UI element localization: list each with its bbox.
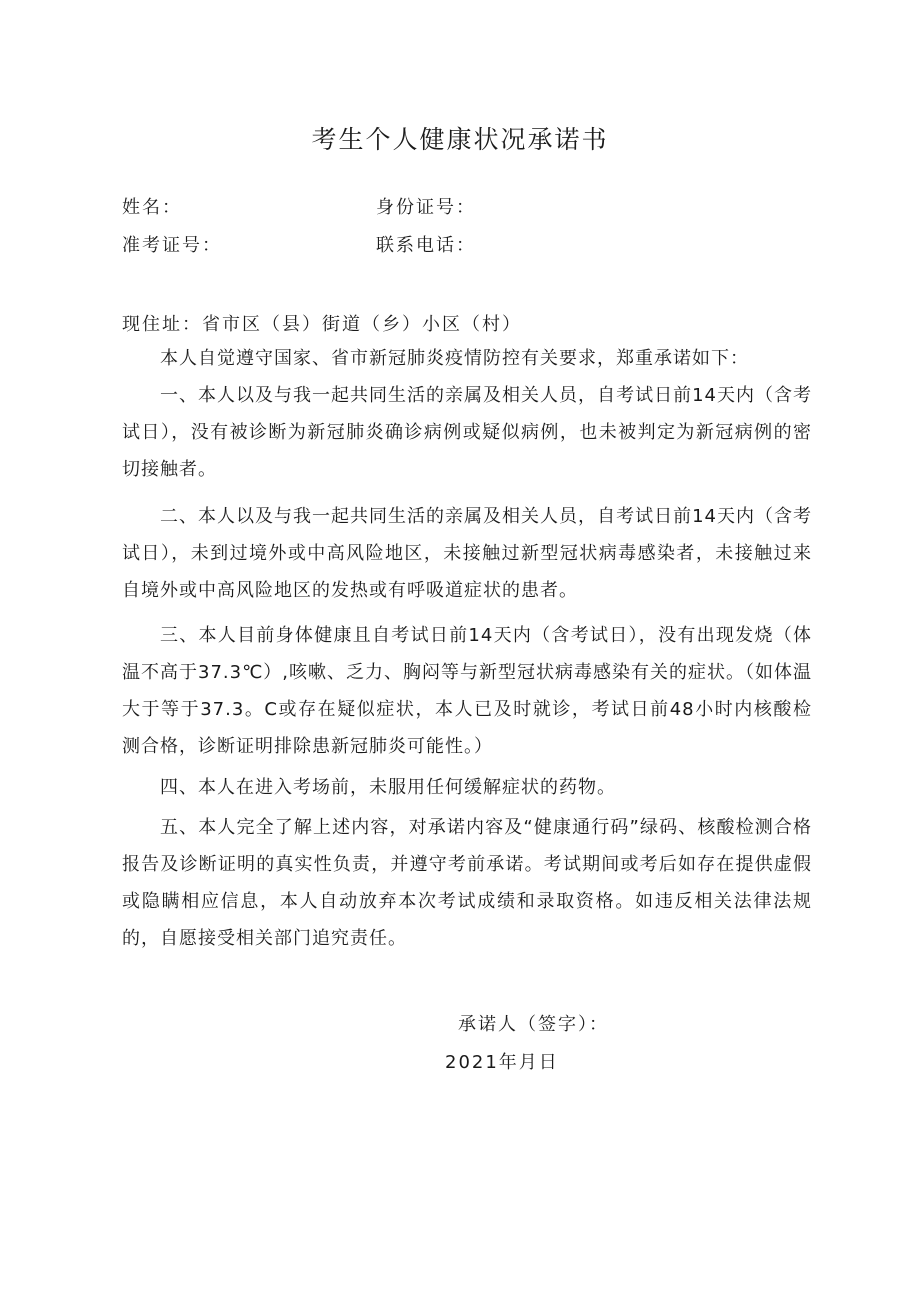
document-title: 考生个人健康状况承诺书 [311, 125, 609, 154]
intro-paragraph: 本人自觉遵守国家、省市新冠肺炎疫情防控有关要求，郑重承诺如下： [160, 348, 749, 369]
promise-item-2: 二、本人以及与我一起共同生活的亲属及相关人员，自考试日前14天内（含考试日），未到过境外或中高风险地区，未接触过新型冠状病毒感染者，未接触过来自境外或中高风险地区的发热或有呼吸道症状的患者。 [122, 506, 812, 601]
id-number-field-label: 身份证号： [376, 197, 476, 218]
phone-field-label: 联系电话： [376, 235, 476, 256]
address-line: 现住址：省市区（县）街道（乡）小区（村） [122, 314, 522, 335]
promise-item-1: 一、本人以及与我一起共同生活的亲属及相关人员，自考试日前14天内（含考试日），没有被诊断为新冠肺炎确诊病例或疑似病例，也未被判定为新冠病例的密切接触者。 [122, 385, 812, 480]
signature-label: 承诺人（签字）： [458, 1014, 609, 1035]
promise-item-5: 五、本人完全了解上述内容，对承诺内容及“健康通行码”绿码、核酸检测合格报告及诊断证明的真实性负责，并遵守考前承诺。考试期间或考后如存在提供虚假或隐瞒相应信息，本人自动放弃本次考试成绩和录取资格。如违反相关法律法规的，自愿接受相关部门追究责任。 [122, 817, 812, 949]
exam-number-field-label: 准考证号： [122, 235, 222, 256]
name-field-label: 姓名： [122, 197, 182, 218]
signature-date: 2021年月日 [445, 1052, 559, 1073]
promise-item-4: 四、本人在进入考场前，未服用任何缓解症状的药物。 [160, 777, 616, 798]
promise-item-3: 三、本人目前身体健康且自考试日前14天内（含考试日），没有出现发烧（体温不高于37.3℃）,咳嗽、乏力、胸闷等与新型冠状病毒感染有关的症状。（如体温大于等于37.3。C或存在疑似症状，本人已及时就诊，考试日前48小时内核酸检测合格，诊断证明排除患新冠肺炎可能性。） [122, 625, 813, 757]
